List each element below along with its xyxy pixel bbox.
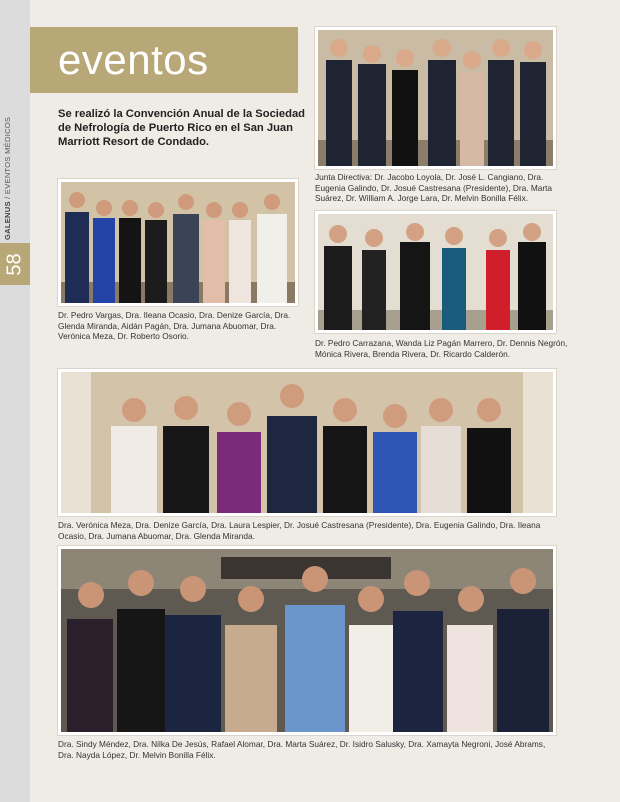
photo-group-5-caption: Dra. Sindy Méndez, Dra. Nilka De Jesús, Rafael Alomar, Dra. Marta Suárez, Dr. Isidro Salusky, Dra. Xamayta Negroni, José Abrams, Dra. Nayda López, Dr. Melvin Bonilla Félix. bbox=[58, 739, 546, 760]
photo-group-2-caption: Dr. Pedro Vargas, Dra. Ileana Ocasio, Dra. Denize García, Dra. Glenda Miranda, Aidán Pagán, Dra. Jumana Abuomar, Dra. Verónica Meza, Dr. Roberto Osorio. bbox=[58, 310, 291, 341]
photo-group-5 bbox=[58, 546, 556, 735]
intro-text: Se realizó la Convención Anual de la Sociedad de Nefrología de Puerto Rico en el San Juan Marriott Resort de Condado. bbox=[58, 108, 306, 148]
photo-group-3-image bbox=[318, 214, 553, 330]
photo-group-3-caption: Dr. Pedro Carrazana, Wanda Liz Pagán Marrero, Dr. Dennis Negrón, Mónica Rivera, Brenda Rivera, Dr. Ricardo Calderón. bbox=[315, 338, 568, 359]
photo-group-4-caption: Dra. Verónica Meza, Dra. Denize García, Dra. Laura Lespier, Dr. Josué Castresana (Presidente), Dra. Eugenia Galindo, Dra. Ileana Ocasio, Dra. Jumana Abuomar, Dra. Glenda Miranda. bbox=[58, 520, 541, 541]
photo-board-image bbox=[318, 30, 553, 166]
section-banner bbox=[30, 27, 298, 93]
photo-group-2 bbox=[58, 179, 298, 306]
photo-group-4-image bbox=[61, 372, 553, 513]
section-label: GALENUS / EVENTOS MÉDICOS bbox=[3, 116, 12, 240]
photo-board-caption: Junta Directiva: Dr. Jacobo Loyola, Dr. José L. Cangiano, Dra. Eugenia Galindo, Dr. Josué Castresana (Presidente), Dra. Marta Suárez, Dr. William A. Jorge Lara, Dr. Melvin Bonilla Félix. bbox=[315, 172, 553, 203]
page-number: 58 bbox=[0, 243, 30, 285]
photo-board bbox=[315, 27, 556, 169]
photo-group-5-image bbox=[61, 549, 553, 732]
photo-group-2-image bbox=[61, 182, 295, 303]
photo-group-3 bbox=[315, 211, 556, 333]
banner-title: eventos bbox=[58, 36, 209, 83]
photo-group-4 bbox=[58, 369, 556, 516]
